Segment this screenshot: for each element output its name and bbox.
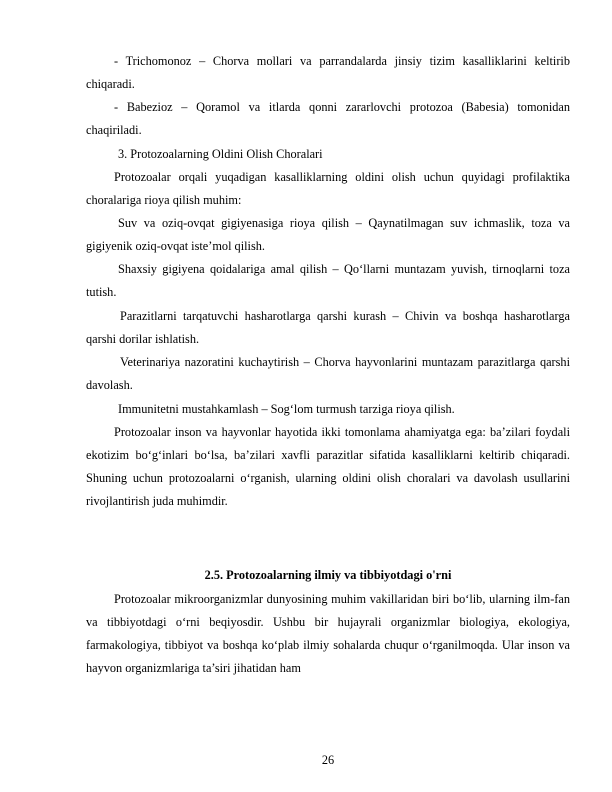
list-item-shaxsiy-gigiyena: Shaxsiy gigiyena qoidalariga amal qilish – Qo‘llarni muntazam yuvish, tirnoqlarni toza tutish. xyxy=(86,262,570,300)
list-item-veterinariya: Veterinariya nazoratini kuchaytirish – Chorva hayvonlarini muntazam parazitlarga qarshi davolash. xyxy=(86,355,570,393)
section-heading: 2.5. Protozoalarning ilmiy va tibbiyotdagi o'rni xyxy=(204,568,452,582)
list-item-suv-gigiyena: Suv va oziq-ovqat gigiyenasiga rioya qilish – Qaynatilmagan suv ichmaslik, toza va gigiyenik oziq-ovqat iste’mol qilish. xyxy=(86,216,570,254)
page-number: 26 xyxy=(321,753,335,767)
paragraph-trichomonoz: - Trichomonoz – Chorva mollari va parrandalarda jinsiy tizim kasalliklarini keltirib chiqaradi. xyxy=(86,54,570,92)
paragraph-babezioz: - Babezioz – Qoramol va itlarda qonni zararlovchi protozoa (Babesia) tomonidan chaqiriladi. xyxy=(86,100,570,138)
paragraph-profilaktika-intro: Protozoalar orqali yuqadigan kasalliklarning oldini olish uchun quyidagi profilaktika choralariga rioya qilish muhim: xyxy=(86,170,570,208)
paragraph-ilmiy-orni: Protozoalar mikroorganizmlar dunyosining muhim vakillaridan biri bo‘lib, ularning ilm-fan va tibbiyotdagi o‘rni beqiyosdir. Ushbu bir hujayrali organizmlar biologiya, ekologiya, farmakologiya, tibbiyot va boshqa ko‘plab ilmiy sohalarda chuqur o‘rganilmoqda. Ular inson va hayvon organizmlariga ta’siri jihatidan ham xyxy=(86,592,570,676)
list-item-immunitet: Immunitetni mustahkamlash – Sog‘lom turmush tarziga rioya qilish. xyxy=(118,402,455,416)
list-item-parazit-kurash: Parazitlarni tarqatuvchi hasharotlarga qarshi kurash – Chivin va boshqa hasharotlarga qarshi dorilar ishlatish. xyxy=(86,309,570,347)
section-3-title: 3. Protozoalarning Oldini Olish Choralari xyxy=(118,147,323,161)
paragraph-xulosa: Protozoalar inson va hayvonlar hayotida ikki tomonlama ahamiyatga ega: ba’zilari foydali ekotizim bo‘g‘inlari bo‘lsa, ba’zilari xavfli parazitlar sifatida kasalliklarni keltirib chiqaradi. Shuning uchun protozoalarni o‘rganish, ularning oldini olish choralari va davolash usullarini rivojlantirish juda muhimdir. xyxy=(86,425,570,509)
